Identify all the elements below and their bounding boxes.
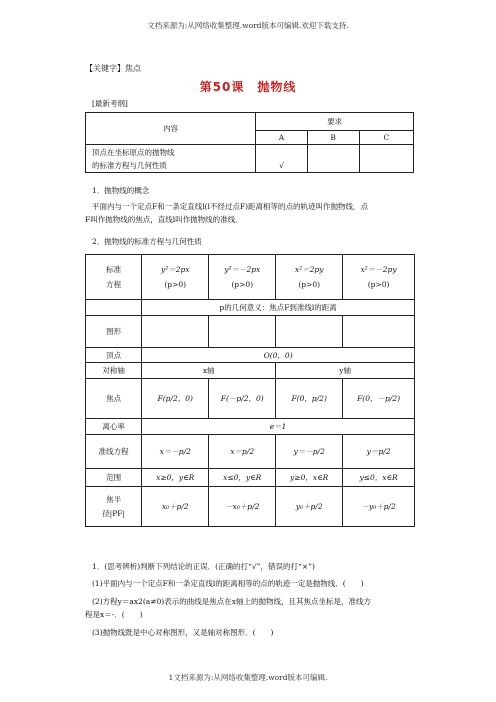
- focus-label: 焦点: [86, 379, 142, 419]
- range-value-1: x≥0，y∈R: [142, 469, 209, 487]
- requirement-c-cell: [359, 145, 413, 173]
- directrix-value-4: y＝p/2: [343, 435, 415, 469]
- eq-cell-1: y²＝2px (p>0): [142, 255, 209, 300]
- eq-cell-4: x²＝－2py (p>0): [343, 255, 415, 300]
- graph-cell-3: [276, 316, 343, 348]
- item1-text-line2: F叫作抛物线的焦点，直线l叫作抛物线的准线．: [85, 215, 243, 224]
- check-mark: √: [279, 161, 284, 170]
- range-value-2: x≤0，y∈R: [209, 469, 276, 487]
- range-label: 范围: [86, 469, 142, 487]
- range-value-4: y≤0，x∈R: [343, 469, 415, 487]
- directrix-label: 准线方程: [86, 435, 142, 469]
- graph-label: 图形: [86, 316, 142, 348]
- col-requirement-header: 要求: [256, 113, 414, 131]
- graph-cell-2: [209, 316, 276, 348]
- requirement-a-cell: [256, 145, 307, 173]
- requirements-table: [85, 112, 414, 173]
- exercise-q2-line1: (2)方程y＝ax2(a≠0)表示的曲线是焦点在x轴上的抛物线，且其焦点坐标是，准线方: [92, 597, 371, 606]
- vertex-label: 顶点: [86, 348, 142, 363]
- item2-title: 2．抛物线的标准方程与几何性质: [92, 237, 202, 246]
- requirement-row-label-line2: 的标准方程与几何性质: [92, 160, 167, 170]
- item1-text-line1: 平面内与一个定点F和一条定直线l(l不经过点F)距离相等的点的轨迹叫作抛物线．点: [92, 202, 369, 211]
- item1-title: 1．抛物线的概念: [92, 186, 150, 195]
- eq-cell-2: y²＝－2px (p>0): [209, 255, 276, 300]
- col-a-header: A: [256, 131, 307, 145]
- focal-radius-value-4: －y₀＋p/2: [343, 487, 415, 527]
- directrix-value-2: x＝p/2: [209, 435, 276, 469]
- section-exam-label: [最新考纲]: [92, 99, 128, 108]
- exercise-q2-line2: 程是x＝-．( ): [85, 610, 143, 619]
- eccentricity-label: 离心率: [86, 419, 142, 435]
- p-meaning-cell: p的几何意义：焦点F到准线l的距离: [142, 300, 415, 316]
- focus-value-1: F(p/2，0): [142, 379, 209, 419]
- vertex-value: O(0，0): [142, 348, 415, 363]
- page-header: 文档来源为:从网络收集整理.word版本可编辑.欢迎下载支持.: [147, 21, 349, 30]
- focal-radius-value-3: y₀＋p/2: [276, 487, 343, 527]
- focal-radius-value-1: x₀＋p/2: [142, 487, 209, 527]
- eq-cell-3: x²＝2py (p>0): [276, 255, 343, 300]
- focal-radius-value-2: －x₀＋p/2: [209, 487, 276, 527]
- exercise-intro: 1．(思考辨析)判断下列结论的正误．(正确的打“√”，错误的打“×”): [92, 562, 315, 571]
- parabola-properties-table: [85, 254, 415, 527]
- col-c-header: C: [359, 131, 413, 145]
- keyword-line: 【关键字】焦点: [85, 64, 141, 73]
- page-title: 第50课 抛物线: [199, 80, 297, 94]
- axis-y-value: y轴: [276, 363, 415, 379]
- directrix-value-3: y＝－p/2: [276, 435, 343, 469]
- graph-cell-1: [142, 316, 209, 348]
- col-content-header: 内容: [86, 113, 256, 145]
- requirement-row-label-line1: 顶点在坐标原点的抛物线: [92, 147, 175, 157]
- focus-value-4: F(0，－p/2): [343, 379, 415, 419]
- focus-value-2: F(－p/2，0): [209, 379, 276, 419]
- requirement-row-label: [86, 145, 256, 173]
- focal-radius-label: 焦半 径|PF|: [86, 487, 142, 527]
- graph-cell-4: [343, 316, 415, 348]
- exercise-q3: (3)抛物线既是中心对称图形，又是轴对称图形．( ): [92, 628, 274, 637]
- directrix-value-1: x＝－p/2: [142, 435, 209, 469]
- page-footer: 1文档来源为:从网络收集整理.word版本可编辑.: [168, 673, 328, 682]
- range-value-3: y≥0，x∈R: [276, 469, 343, 487]
- col-b-header: B: [307, 131, 359, 145]
- exercise-q1: (1)平面内与一个定点F和一条定直线l的距离相等的点的轨迹一定是抛物线．( ): [92, 579, 364, 588]
- requirement-b-cell: [307, 145, 359, 173]
- std-eq-label: 标准方程: [86, 255, 142, 300]
- focus-value-3: F(0，p/2): [276, 379, 343, 419]
- axis-x-value: x轴: [142, 363, 276, 379]
- axis-label: 对称轴: [86, 363, 142, 379]
- eccentricity-value: e＝1: [142, 419, 415, 435]
- p-meaning-blank: [86, 300, 142, 316]
